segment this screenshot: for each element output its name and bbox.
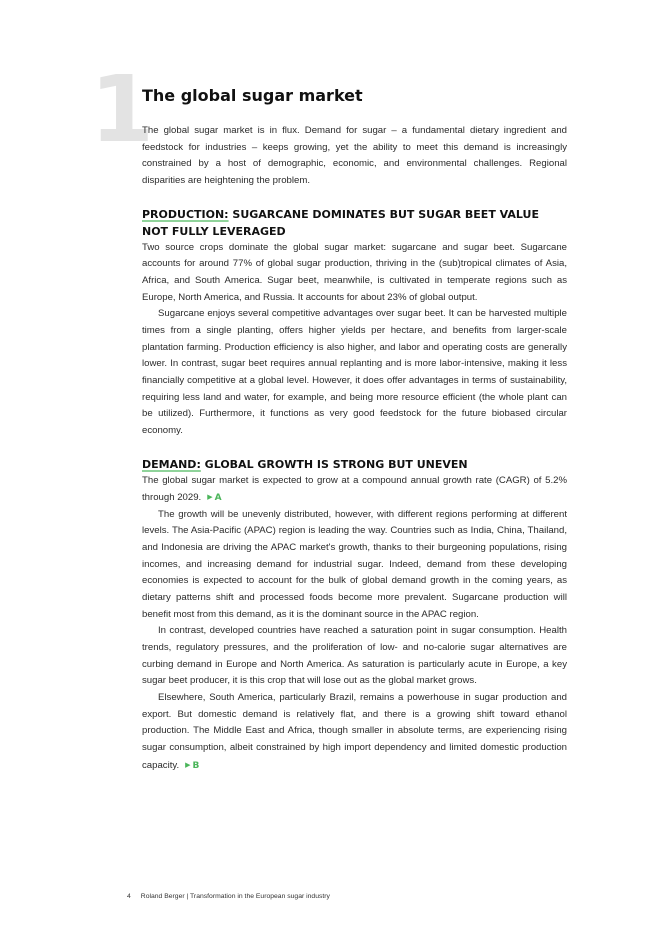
page-footer xyxy=(127,893,330,900)
figure-ref-b[interactable]: ▶ B xyxy=(185,760,200,771)
section-keyword: PRODUCTION: xyxy=(142,207,229,221)
section-heading-text: GLOBAL GROWTH IS STRONG BUT UNEVEN xyxy=(200,457,468,471)
intro-paragraph: The global sugar market is in flux. Demand for sugar – a fundamental dietary ingredient and feedstock for industries – keeps growing, yet the ability to meet this demand is increasingly constrained by a host of demographic, economic, and environmental challenges. Regional disparities are heightening the problem. xyxy=(142,125,567,186)
page-number: 4 xyxy=(127,893,131,900)
section-heading-production xyxy=(142,206,567,240)
section-heading-text: SUGARCANE DOMINATES BUT SUGAR BEET VALUE NOT FULLY LEVERAGED xyxy=(142,207,540,238)
section-keyword: DEMAND: xyxy=(142,457,201,471)
paragraph: The growth will be unevenly distributed, however, with different regions performing at different levels. The Asia-Pacific (APAC) region is leading the way. Countries such as India, China, Thailand, and Indonesia are driving the APAC market's growth, thanks to their burgeoning populations, rising incomes, and increasing demand for industrial sugar. Indeed, demand from these developing economies is expected to account for the bulk of global demand growth in the coming years, as dietary patterns shift and processed foods become more prevalent. Sugarcane production will benefit most from this demand, as it is the dominant source in the APAC region. xyxy=(142,508,567,620)
section-heading-demand xyxy=(142,456,567,473)
page-title: The global sugar market xyxy=(142,86,363,105)
paragraph: Sugarcane enjoys several competitive advantages over sugar beet. It can be harvested multiple times from a single planting, offers higher yields per hectare, and benefits from larger-scale plantation farming. Production efficiency is also higher, and labor and operating costs are generally lower. In contrast, sugar beet requires annual replanting and is more labor-intensive, making it less financially competitive at a global level. However, it does offer advantages in terms of sustainability, requiring less land and water, for example, and being more resource efficient (the whole plant can be utilized). Furthermore, it functions as very good feedstock for the future biobased circular economy. xyxy=(142,308,567,436)
paragraph: The global sugar market is expected to grow at a compound annual growth rate (CAGR) of 5.2% through 2029. ▶ A xyxy=(142,474,567,504)
play-triangle-icon: ▶ xyxy=(185,760,191,769)
paragraph: In contrast, developed countries have reached a saturation point in sugar consumption. Health trends, regulatory pressures, and the proliferation of low- and no-calorie sugar alternatives are curbing demand in Europe and North America. As saturation is particularly acute in Europe, a key sugar beet producer, it is this crop that will lose out as the global market grows. xyxy=(142,625,567,687)
paragraph: Elsewhere, South America, particularly Brazil, remains a powerhouse in sugar production and export. But domestic demand is relatively flat, and there is a growing shift toward ethanol production. The Middle East and Africa, though smaller in absolute terms, are experiencing rising sugar consumption, albeit constrained by high import dependency and limited domestic production capacity. ▶ B xyxy=(142,692,567,771)
main-content xyxy=(142,84,567,774)
paragraph: Two source crops dominate the global sugar market: sugarcane and sugar beet. Sugarcane accounts for around 77% of global sugar production, thriving in the (sub)tropical climates of Asia, Africa, and South America. Sugar beet, meanwhile, is cultivated in temperate regions such as Europe, North America, and Russia. It accounts for about 23% of global output. xyxy=(142,241,567,303)
play-triangle-icon: ▶ xyxy=(207,493,213,502)
footer-text: Roland Berger | Transformation in the European sugar industry xyxy=(140,893,330,900)
chapter-number: 1 xyxy=(90,56,155,163)
figure-ref-a[interactable]: ▶ A xyxy=(207,493,222,504)
